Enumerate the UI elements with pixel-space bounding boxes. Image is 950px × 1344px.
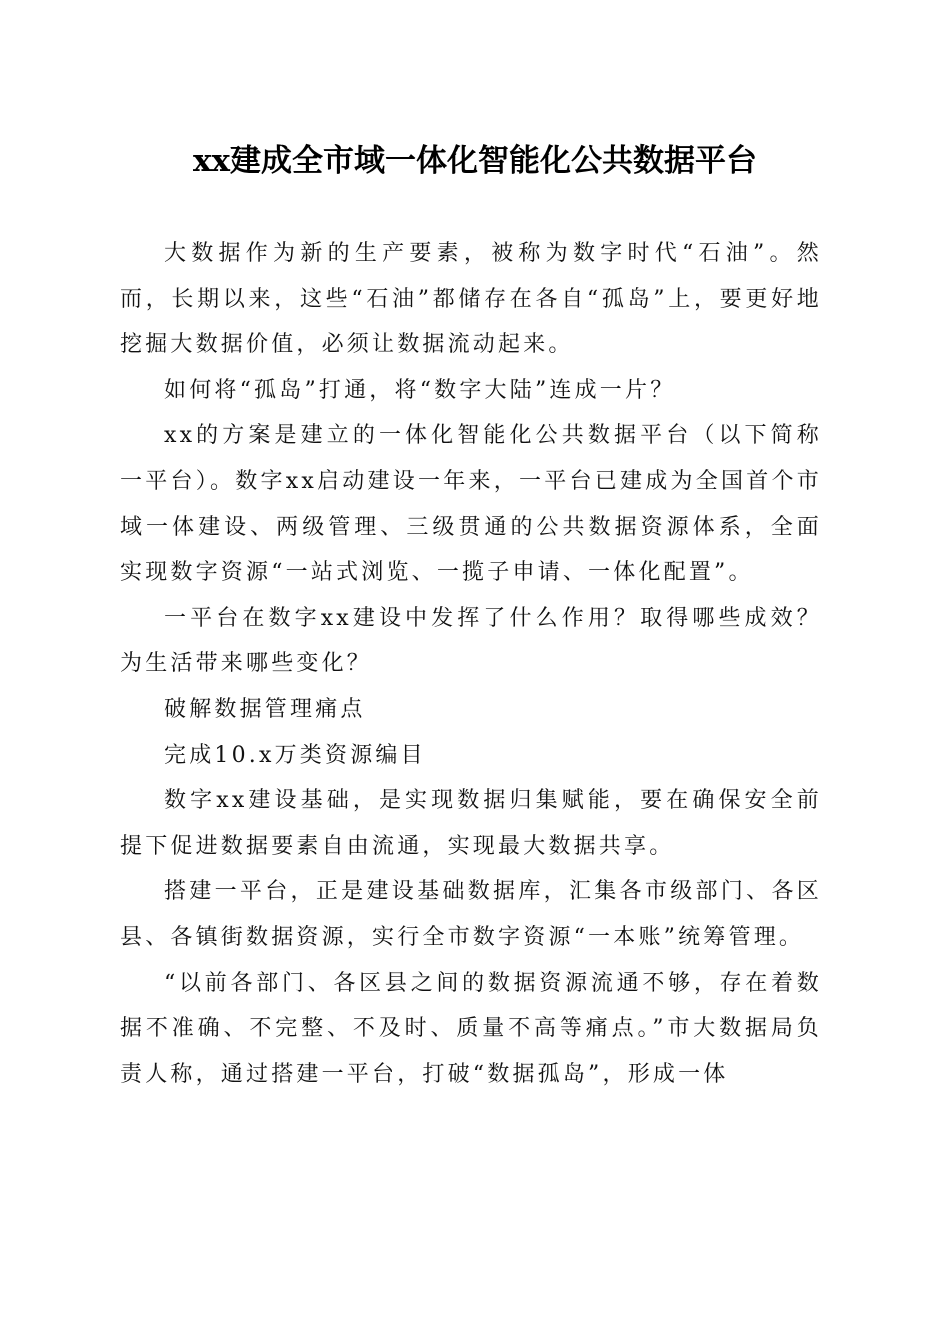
paragraph: 数字xx建设基础，是实现数据归集赋能，要在确保安全前提下促进数据要素自由流通，实现最大数据共享。 — [120, 788, 822, 859]
paragraph: 搭建一平台，正是建设基础数据库，汇集各市级部门、各区县、各镇街数据资源，实行全市数字资源“一本账”统筹管理。 — [120, 879, 822, 950]
section-heading: 破解数据管理痛点 — [164, 696, 366, 722]
section-subheading: 完成10.x万类资源编目 — [164, 742, 426, 768]
paragraph: xx的方案是建立的一体化智能化公共数据平台（以下简称一平台）。数字xx启动建设一年来，一平台已建成为全国首个市域一体建设、两级管理、三级贯通的公共数据资源体系，全面实现数字资源“一站式浏览、一揽子申请、一体化配置”。 — [120, 423, 822, 586]
paragraph: 一平台在数字xx建设中发挥了什么作用？取得哪些成效？为生活带来哪些变化？ — [120, 605, 822, 677]
document-body — [120, 231, 822, 1097]
paragraph: 如何将“孤岛”打通，将“数字大陆”连成一片？ — [164, 377, 676, 403]
document-title: xx建成全市域一体化智能化公共数据平台 — [193, 143, 757, 179]
paragraph: 大数据作为新的生产要素，被称为数字时代“石油”。然而，长期以来，这些“石油”都储存在各自“孤岛”上，要更好地挖掘大数据价值，必须让数据流动起来。 — [120, 241, 822, 358]
paragraph: “以前各部门、各区县之间的数据资源流通不够，存在着数据不准确、不完整、不及时、质量不高等痛点。”市大数据局负责人称，通过搭建一平台，打破“数据孤岛”，形成一体 — [120, 970, 822, 1087]
